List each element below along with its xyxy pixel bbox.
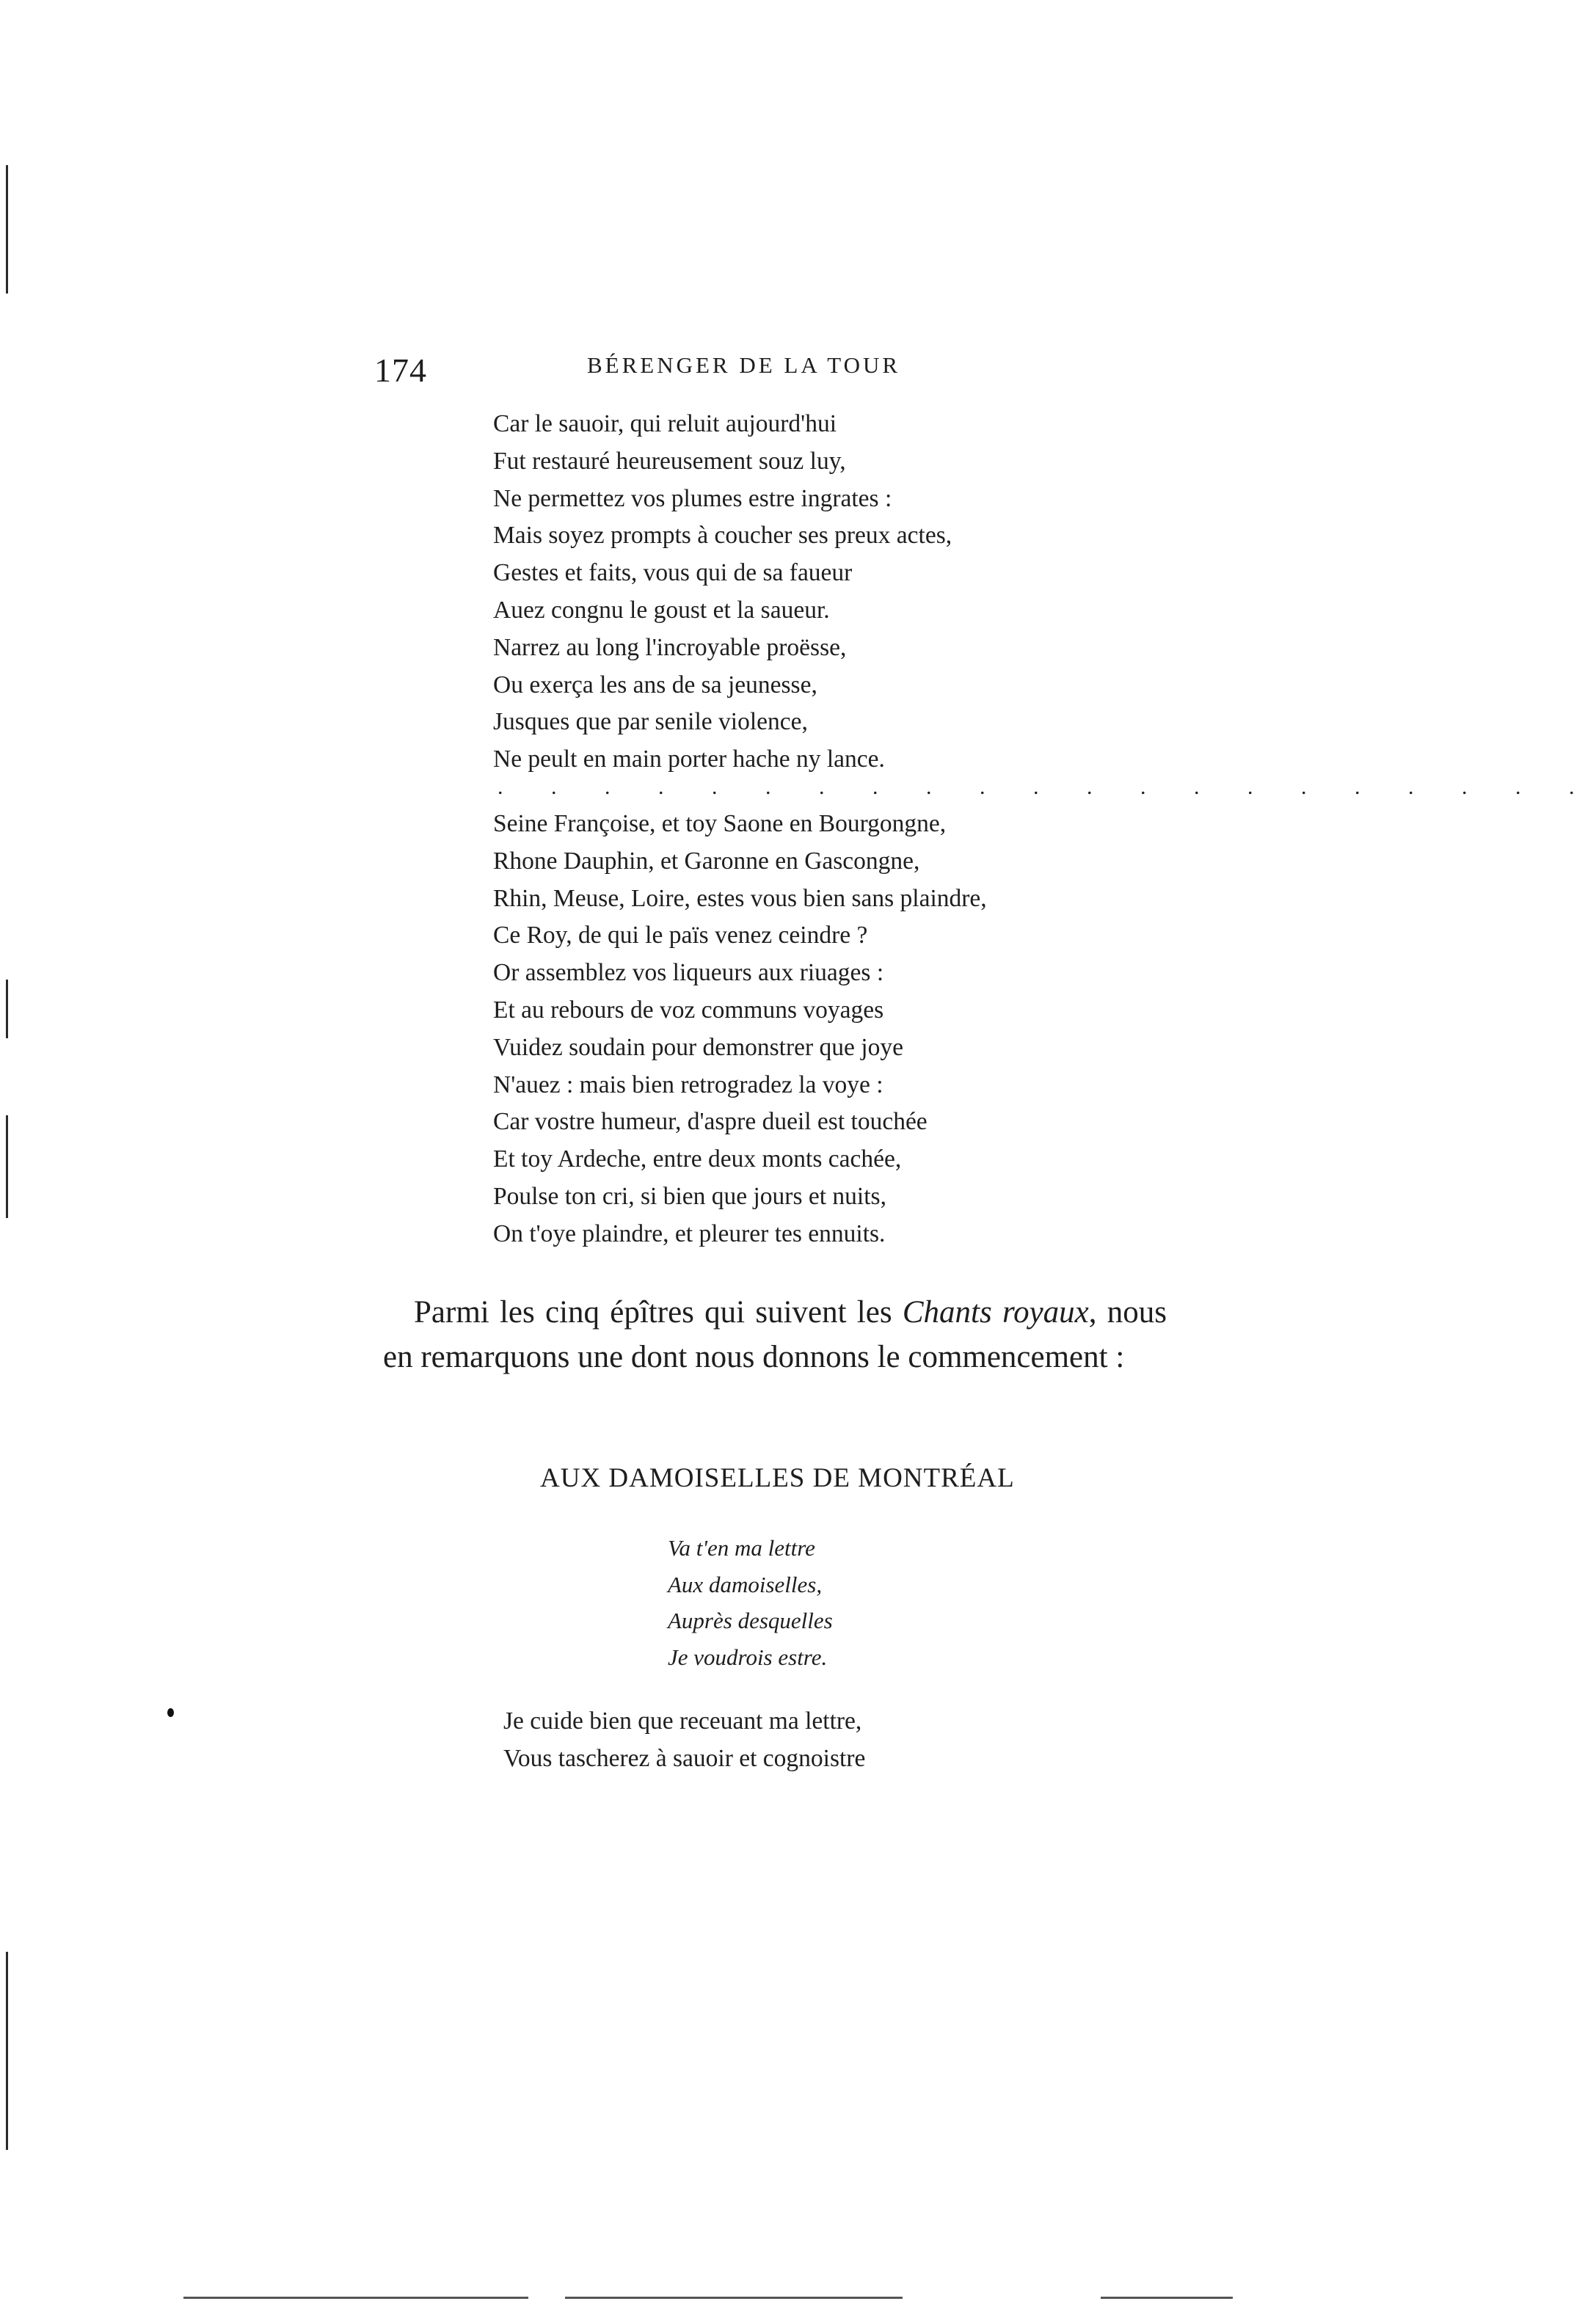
poem-line: Car le sauoir, qui reluit aujourd'hui [493, 410, 837, 437]
epigraph-line: Va t'en ma lettre [668, 1535, 815, 1561]
body-paragraph [383, 1290, 1167, 1379]
poem-title: AUX DAMOISELLES DE MONTRÉAL [540, 1463, 1015, 1493]
poem-line: Ce Roy, de qui le païs venez ceindre ? [493, 922, 868, 949]
poem-line: Vuidez soudain pour demonstrer que joye [493, 1033, 903, 1061]
scan-bottom-rule [1101, 2297, 1233, 2299]
poem-line: N'auez : mais bien retrogradez la voye : [493, 1071, 883, 1098]
page-header [374, 345, 1181, 396]
poem-line: Ou exerça les ans de sa jeunesse, [493, 671, 817, 699]
poem-line: Narrez au long l'incroyable proësse, [493, 633, 847, 661]
ink-spot [167, 1708, 174, 1717]
epigraph [668, 1530, 833, 1675]
epigraph-line: Aux damoiselles, [668, 1571, 823, 1597]
epigraph-line: Je voudrois estre. [668, 1644, 828, 1670]
poem-line: Rhone Dauphin, et Garonne en Gascongne, [493, 847, 920, 875]
paragraph-text: , nous en remarquons une dont nous donnons le commencement : [383, 1295, 1167, 1374]
scan-bottom-rule [183, 2297, 528, 2299]
poem-line: Fut restauré heureusement souz luy, [493, 447, 846, 475]
scan-margin-mark [6, 165, 8, 294]
poem-line: Gestes et faits, vous qui de sa faueur [493, 559, 853, 587]
poem-line: Mais soyez prompts à coucher ses preux actes, [493, 522, 952, 550]
poem-line: Rhin, Meuse, Loire, estes vous bien sans plaindre, [493, 884, 987, 912]
poem-line: Ne permettez vos plumes estre ingrates : [493, 484, 892, 512]
poem-line: Et toy Ardeche, entre deux monts cachée, [493, 1145, 902, 1173]
poem-line: Jusques que par senile violence, [493, 708, 808, 736]
poem-line: Et au rebours de voz communs voyages [493, 996, 884, 1024]
poem-stanza-3 [503, 1702, 865, 1777]
poem-line: Je cuide bien que receuant ma lettre, [503, 1707, 862, 1735]
scan-bottom-rule [565, 2297, 903, 2299]
poem-line: On t'oye plaindre, et pleurer tes ennuits. [493, 1220, 886, 1247]
poem-line: Poulse ton cri, si bien que jours et nuits, [493, 1182, 886, 1210]
poem-stanza-1 [493, 406, 952, 779]
page-number: 174 [374, 351, 427, 389]
poem-line: Auez congnu le goust et la saueur. [493, 596, 830, 624]
paragraph-text: Parmi les cinq épîtres qui suivent les [414, 1295, 903, 1330]
epigraph-line: Auprès desquelles [668, 1608, 833, 1633]
poem-stanza-2 [493, 806, 987, 1253]
poem-line: Or assemblez vos liqueurs aux riuages : [493, 959, 884, 987]
omission-dots: . . . . . . . . . . . . . . . . . . . . . [498, 775, 1596, 799]
scan-margin-mark [6, 1115, 8, 1218]
poem-line: Seine Françoise, et toy Saone en Bourgongne, [493, 810, 947, 837]
poem-line: Ne peult en main porter hache ny lance. [493, 745, 885, 773]
poem-line: Vous tascherez à sauoir et cognoistre [503, 1745, 866, 1772]
italic-title: Chants royaux [902, 1295, 1089, 1330]
running-head: BÉRENGER DE LA TOUR [587, 352, 901, 378]
poem-line: Car vostre humeur, d'aspre dueil est touchée [493, 1108, 928, 1136]
scan-margin-mark [6, 980, 8, 1038]
scan-margin-mark [6, 1952, 8, 2150]
